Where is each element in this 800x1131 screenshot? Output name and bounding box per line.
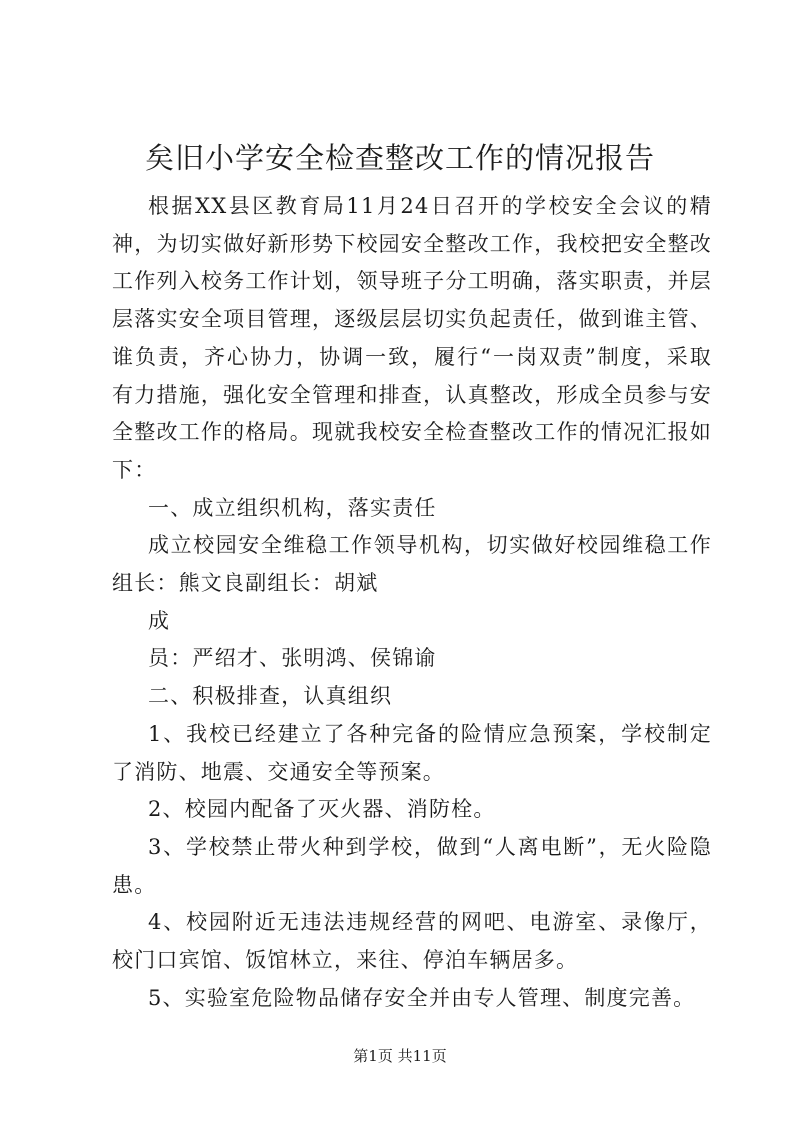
paragraph-organization: 成立校园安全维稳工作领导机构，切实做好校园维稳工作组长：熊文良副组长：胡斌 [112,533,712,596]
section-heading-2: 二、积极排查，认真组织 [148,684,393,709]
document-title: 矣旧小学安全检查整改工作的情况报告 [144,141,655,175]
paragraph-intro: 根据XX县区教育局11月24日召开的学校安全会议的精神，为切实做好新形势下校园安全整改工作，我校把安全整改工作列入校务工作计划，领导班子分工明确，落实职责，并层层落实安全项目管理，逐级层层切实负起责任，做到谁主管、谁负责，齐心协力，协调一致，履行“一岗双责”制度，采取有力措施，强化安全管理和排查，认真整改，形成全员参与安全整改工作的格局。现就我校安全检查整改工作的情况汇报如下： [112,194,712,482]
list-item-4: 4、校园附近无违法违规经营的网吧、电游室、录像厅，校门口宾馆、饭馆林立，来往、停泊车辆居多。 [112,910,712,973]
paragraph-members: 员：严绍才、张明鸿、侯锦谕 [148,646,437,671]
list-item-5: 5、实验室危险物品储存安全并由专人管理、制度完善。 [148,985,696,1010]
page-footer: 第1页 共11页 [353,1047,447,1065]
paragraph-members-label: 成 [148,608,171,633]
list-item-1: 1、我校已经建立了各种完备的险情应急预案，学校制定了消防、地震、交通安全等预案。 [112,721,712,784]
list-item-3: 3、学校禁止带火种到学校，做到“人离电断”，无火险隐患。 [112,834,712,897]
document-body [112,188,712,1017]
list-item-2: 2、校园内配备了灭火器、消防栓。 [148,797,496,822]
section-heading-1: 一、成立组织机构，落实责任 [148,495,437,520]
